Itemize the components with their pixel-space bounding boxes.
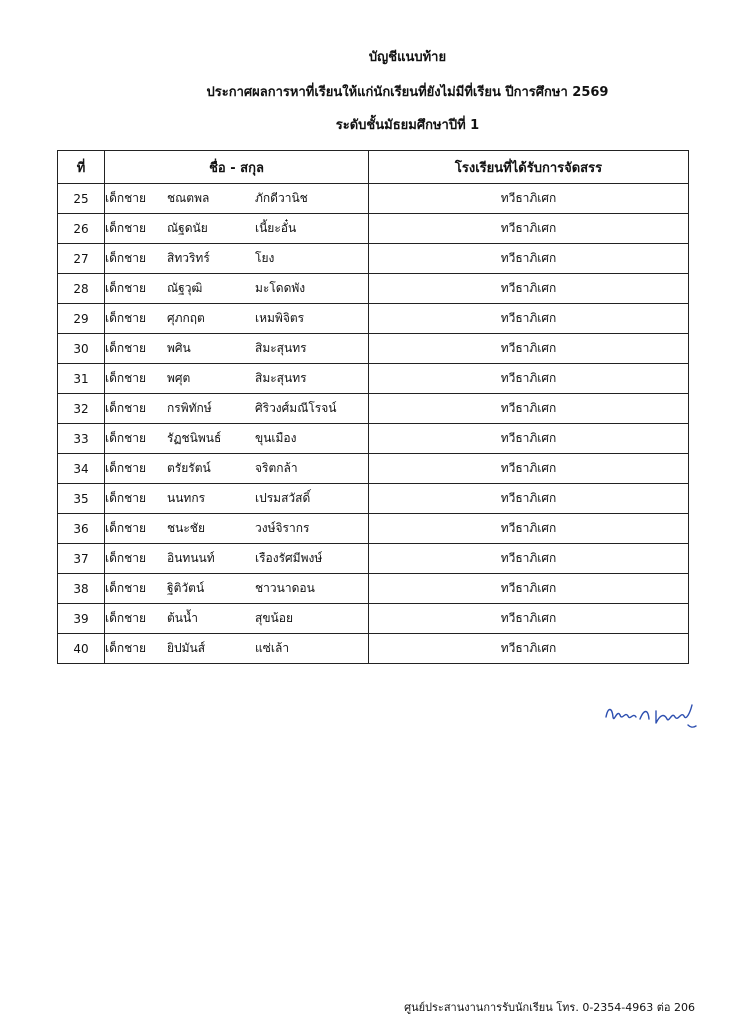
last-name: เหมพิจิตร xyxy=(255,311,305,325)
student-name-cell xyxy=(105,574,369,604)
name-prefix: เด็กชาย xyxy=(105,521,147,535)
name-prefix: เด็กชาย xyxy=(105,281,147,295)
row-number: 29 xyxy=(58,304,105,334)
row-number: 32 xyxy=(58,394,105,424)
student-name-cell xyxy=(105,364,369,394)
row-number: 28 xyxy=(58,274,105,304)
last-name: เรืองรัศมีพงษ์ xyxy=(255,551,323,565)
table-row xyxy=(58,544,689,574)
table-row xyxy=(58,604,689,634)
student-name-cell xyxy=(105,604,369,634)
student-name-cell xyxy=(105,394,369,424)
table-row xyxy=(58,304,689,334)
row-number: 31 xyxy=(58,364,105,394)
row-number: 30 xyxy=(58,334,105,364)
last-name: มะโดดพัง xyxy=(255,281,306,295)
row-number: 36 xyxy=(58,514,105,544)
row-number: 26 xyxy=(58,214,105,244)
name-prefix: เด็กชาย xyxy=(105,341,147,355)
first-name: ตรัยรัตน์ xyxy=(167,461,211,475)
last-name: ขุนเมือง xyxy=(255,431,297,445)
first-name: กรพิทักษ์ xyxy=(167,401,212,415)
name-prefix: เด็กชาย xyxy=(105,491,147,505)
first-name: นนทกร xyxy=(167,491,206,505)
last-name: เปรมสวัสดิ์ xyxy=(255,491,311,505)
row-number: 38 xyxy=(58,574,105,604)
allocated-school: ทวีธาภิเศก xyxy=(369,244,689,274)
table-row xyxy=(58,364,689,394)
last-name: ภักดีวานิช xyxy=(255,191,308,205)
row-number: 35 xyxy=(58,484,105,514)
announcement-title: ประกาศผลการหาที่เรียนให้แก่นักเรียนที่ยังไม่มีที่เรียน ปีการศึกษา 2569 xyxy=(206,85,609,100)
allocated-school: ทวีธาภิเศก xyxy=(369,274,689,304)
row-number: 27 xyxy=(58,244,105,274)
first-name: ณัฐดนัย xyxy=(167,221,208,235)
table-row xyxy=(58,514,689,544)
student-name-cell xyxy=(105,244,369,274)
allocated-school: ทวีธาภิเศก xyxy=(369,544,689,574)
table-row xyxy=(58,574,689,604)
student-name-cell xyxy=(105,214,369,244)
last-name: โยง xyxy=(255,251,275,265)
document-title: บัญชีแนบท้าย xyxy=(368,50,447,65)
student-name-cell xyxy=(105,634,369,664)
table-row xyxy=(58,334,689,364)
student-name-cell xyxy=(105,544,369,574)
row-number: 39 xyxy=(58,604,105,634)
table-row xyxy=(58,394,689,424)
table-row xyxy=(58,244,689,274)
table-row xyxy=(58,634,689,664)
student-name-cell xyxy=(105,184,369,214)
last-name: แซ่เล้า xyxy=(255,641,290,655)
student-name-cell xyxy=(105,274,369,304)
allocated-school: ทวีธาภิเศก xyxy=(369,214,689,244)
student-allocation-table xyxy=(57,150,689,664)
name-prefix: เด็กชาย xyxy=(105,581,147,595)
name-prefix: เด็กชาย xyxy=(105,641,147,655)
student-name-cell xyxy=(105,454,369,484)
student-name-cell xyxy=(105,484,369,514)
allocated-school: ทวีธาภิเศก xyxy=(369,484,689,514)
last-name: จริตกล้า xyxy=(255,461,298,475)
column-header-school: โรงเรียนที่ได้รับการจัดสรร xyxy=(369,151,689,184)
name-prefix: เด็กชาย xyxy=(105,311,147,325)
last-name: สิมะสุนทร xyxy=(255,341,307,355)
name-prefix: เด็กชาย xyxy=(105,401,147,415)
table-row xyxy=(58,454,689,484)
first-name: อินทนนท์ xyxy=(167,551,215,565)
first-name: ณัฐวุฒิ xyxy=(167,281,203,295)
name-prefix: เด็กชาย xyxy=(105,221,147,235)
allocated-school: ทวีธาภิเศก xyxy=(369,394,689,424)
row-number: 34 xyxy=(58,454,105,484)
table-row xyxy=(58,424,689,454)
name-prefix: เด็กชาย xyxy=(105,551,147,565)
signature xyxy=(600,697,700,731)
row-number: 25 xyxy=(58,184,105,214)
allocated-school: ทวีธาภิเศก xyxy=(369,364,689,394)
name-prefix: เด็กชาย xyxy=(105,431,147,445)
row-number: 40 xyxy=(58,634,105,664)
student-name-cell xyxy=(105,304,369,334)
allocated-school: ทวีธาภิเศก xyxy=(369,574,689,604)
grade-level-title: ระดับชั้นมัธยมศึกษาปีที่ 1 xyxy=(335,118,480,133)
name-prefix: เด็กชาย xyxy=(105,611,147,625)
allocated-school: ทวีธาภิเศก xyxy=(369,304,689,334)
student-name-cell xyxy=(105,424,369,454)
name-prefix: เด็กชาย xyxy=(105,461,147,475)
first-name: พศิน xyxy=(167,341,191,355)
last-name: วงษ์จิรากร xyxy=(255,521,310,535)
name-prefix: เด็กชาย xyxy=(105,191,147,205)
student-name-cell xyxy=(105,514,369,544)
table-row xyxy=(58,274,689,304)
first-name: พศุต xyxy=(167,371,191,385)
last-name: สุขน้อย xyxy=(255,611,293,625)
allocated-school: ทวีธาภิเศก xyxy=(369,604,689,634)
name-prefix: เด็กชาย xyxy=(105,251,147,265)
last-name: ชาวนาดอน xyxy=(255,581,315,595)
allocated-school: ทวีธาภิเศก xyxy=(369,454,689,484)
last-name: สิมะสุนทร xyxy=(255,371,307,385)
column-header-name: ชื่อ - สกุล xyxy=(105,151,369,184)
column-header-number: ที่ xyxy=(58,151,105,184)
table-row xyxy=(58,184,689,214)
row-number: 33 xyxy=(58,424,105,454)
contact-footer: ศูนย์ประสานงานการรับนักเรียน โทร. 0-2354-4963 ต่อ 206 xyxy=(404,1001,695,1014)
allocated-school: ทวีธาภิเศก xyxy=(369,184,689,214)
allocated-school: ทวีธาภิเศก xyxy=(369,514,689,544)
first-name: สิทวริทร์ xyxy=(167,251,210,265)
table-row xyxy=(58,484,689,514)
allocated-school: ทวีธาภิเศก xyxy=(369,334,689,364)
first-name: ชณตพล xyxy=(167,191,210,205)
name-prefix: เด็กชาย xyxy=(105,371,147,385)
allocated-school: ทวีธาภิเศก xyxy=(369,634,689,664)
row-number: 37 xyxy=(58,544,105,574)
last-name: ศิริวงศ์มณีโรจน์ xyxy=(255,401,337,415)
first-name: ยิปมันส์ xyxy=(167,641,206,655)
first-name: ชนะชัย xyxy=(167,521,205,535)
table-header-row xyxy=(58,151,689,184)
first-name: รัฏชนิพนธ์ xyxy=(167,431,222,445)
student-name-cell xyxy=(105,334,369,364)
table-row xyxy=(58,214,689,244)
last-name: เนี้ยะอั๋น xyxy=(255,221,297,235)
first-name: ฐิติวัตน์ xyxy=(167,581,205,595)
allocated-school: ทวีธาภิเศก xyxy=(369,424,689,454)
first-name: ศุภกฤต xyxy=(167,311,205,325)
first-name: ต้นน้ำ xyxy=(167,611,198,625)
